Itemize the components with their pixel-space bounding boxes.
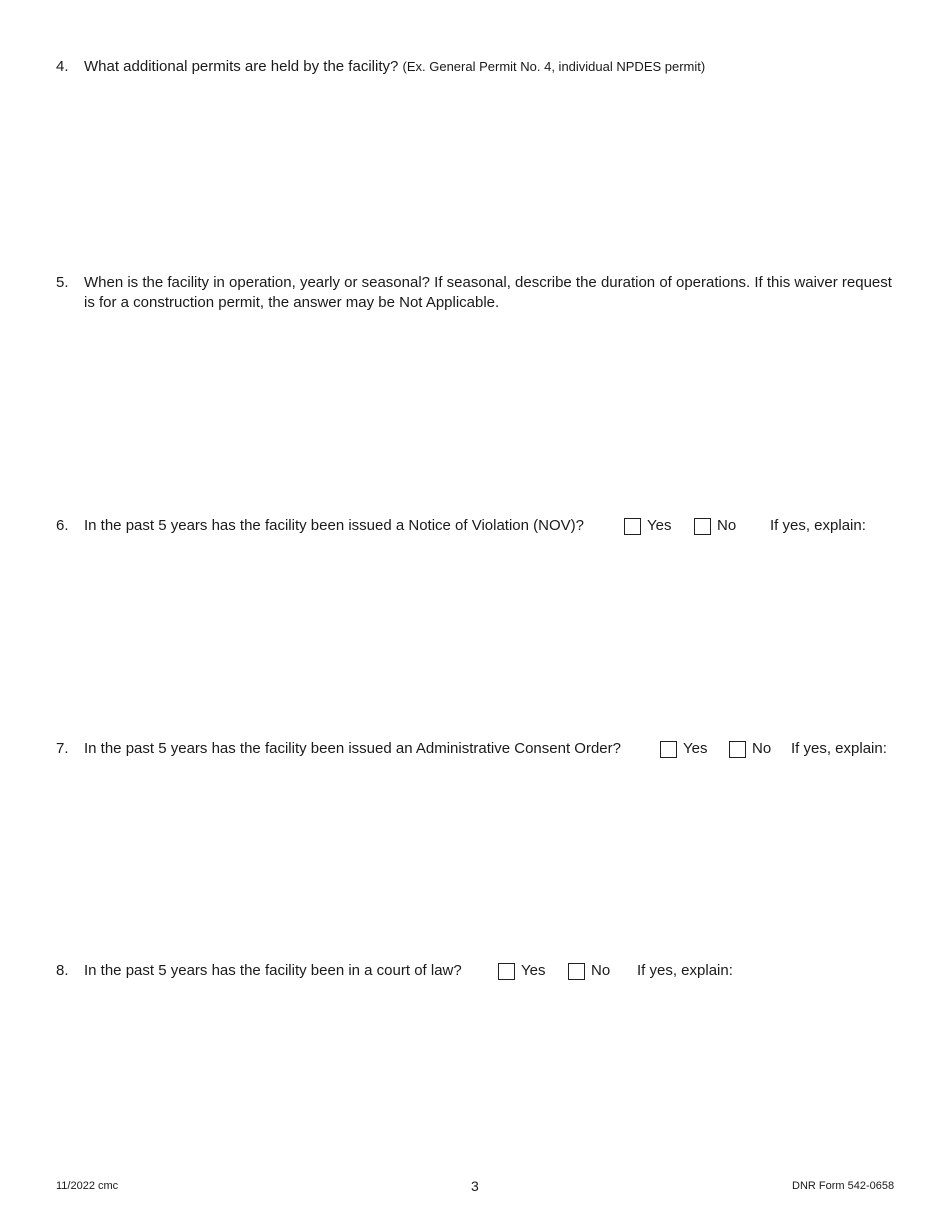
question-text bbox=[84, 57, 705, 77]
yes-checkbox[interactable] bbox=[498, 963, 515, 980]
explain-label: If yes, explain: bbox=[791, 740, 887, 757]
yes-option[interactable] bbox=[624, 516, 671, 536]
yes-option[interactable] bbox=[660, 739, 707, 759]
form-id: DNR Form 542-0658 bbox=[792, 1180, 895, 1192]
question-number: 8. bbox=[56, 962, 69, 979]
question-6-text: In the past 5 years has the facility been issued a Notice of Violation (NOV)? bbox=[84, 517, 584, 534]
question-4-text: What additional permits are held by the facility? bbox=[84, 58, 399, 75]
question-5-text: When is the facility in operation, yearly or seasonal? If seasonal, describe the duration of operations. If this waiver request is for a construction permit, the answer may be Not Applicable. bbox=[84, 274, 892, 311]
explain-label: If yes, explain: bbox=[637, 962, 733, 979]
yes-label: Yes bbox=[683, 740, 708, 757]
no-checkbox[interactable] bbox=[729, 741, 746, 758]
question-number: 7. bbox=[56, 740, 69, 757]
no-option[interactable] bbox=[694, 516, 736, 536]
no-label: No bbox=[717, 517, 737, 534]
question-number: 5. bbox=[56, 274, 69, 291]
question-7-text: In the past 5 years has the facility been issued an Administrative Consent Order? bbox=[84, 740, 621, 757]
no-checkbox[interactable] bbox=[568, 963, 585, 980]
no-option[interactable] bbox=[568, 961, 610, 981]
question-4-hint: (Ex. General Permit No. 4, individual NPDES permit) bbox=[402, 59, 706, 74]
question-number: 4. bbox=[56, 58, 69, 75]
no-label: No bbox=[591, 962, 611, 979]
no-checkbox[interactable] bbox=[694, 518, 711, 535]
yes-label: Yes bbox=[521, 962, 546, 979]
yes-checkbox[interactable] bbox=[624, 518, 641, 535]
yes-checkbox[interactable] bbox=[660, 741, 677, 758]
footer-date: 11/2022 cmc bbox=[56, 1180, 119, 1192]
no-option[interactable] bbox=[729, 739, 771, 759]
no-label: No bbox=[752, 740, 772, 757]
explain-label: If yes, explain: bbox=[770, 517, 866, 534]
page-number: 3 bbox=[471, 1178, 479, 1194]
yes-label: Yes bbox=[647, 517, 672, 534]
question-8-text: In the past 5 years has the facility been in a court of law? bbox=[84, 962, 462, 979]
question-number: 6. bbox=[56, 517, 69, 534]
yes-option[interactable] bbox=[498, 961, 545, 981]
